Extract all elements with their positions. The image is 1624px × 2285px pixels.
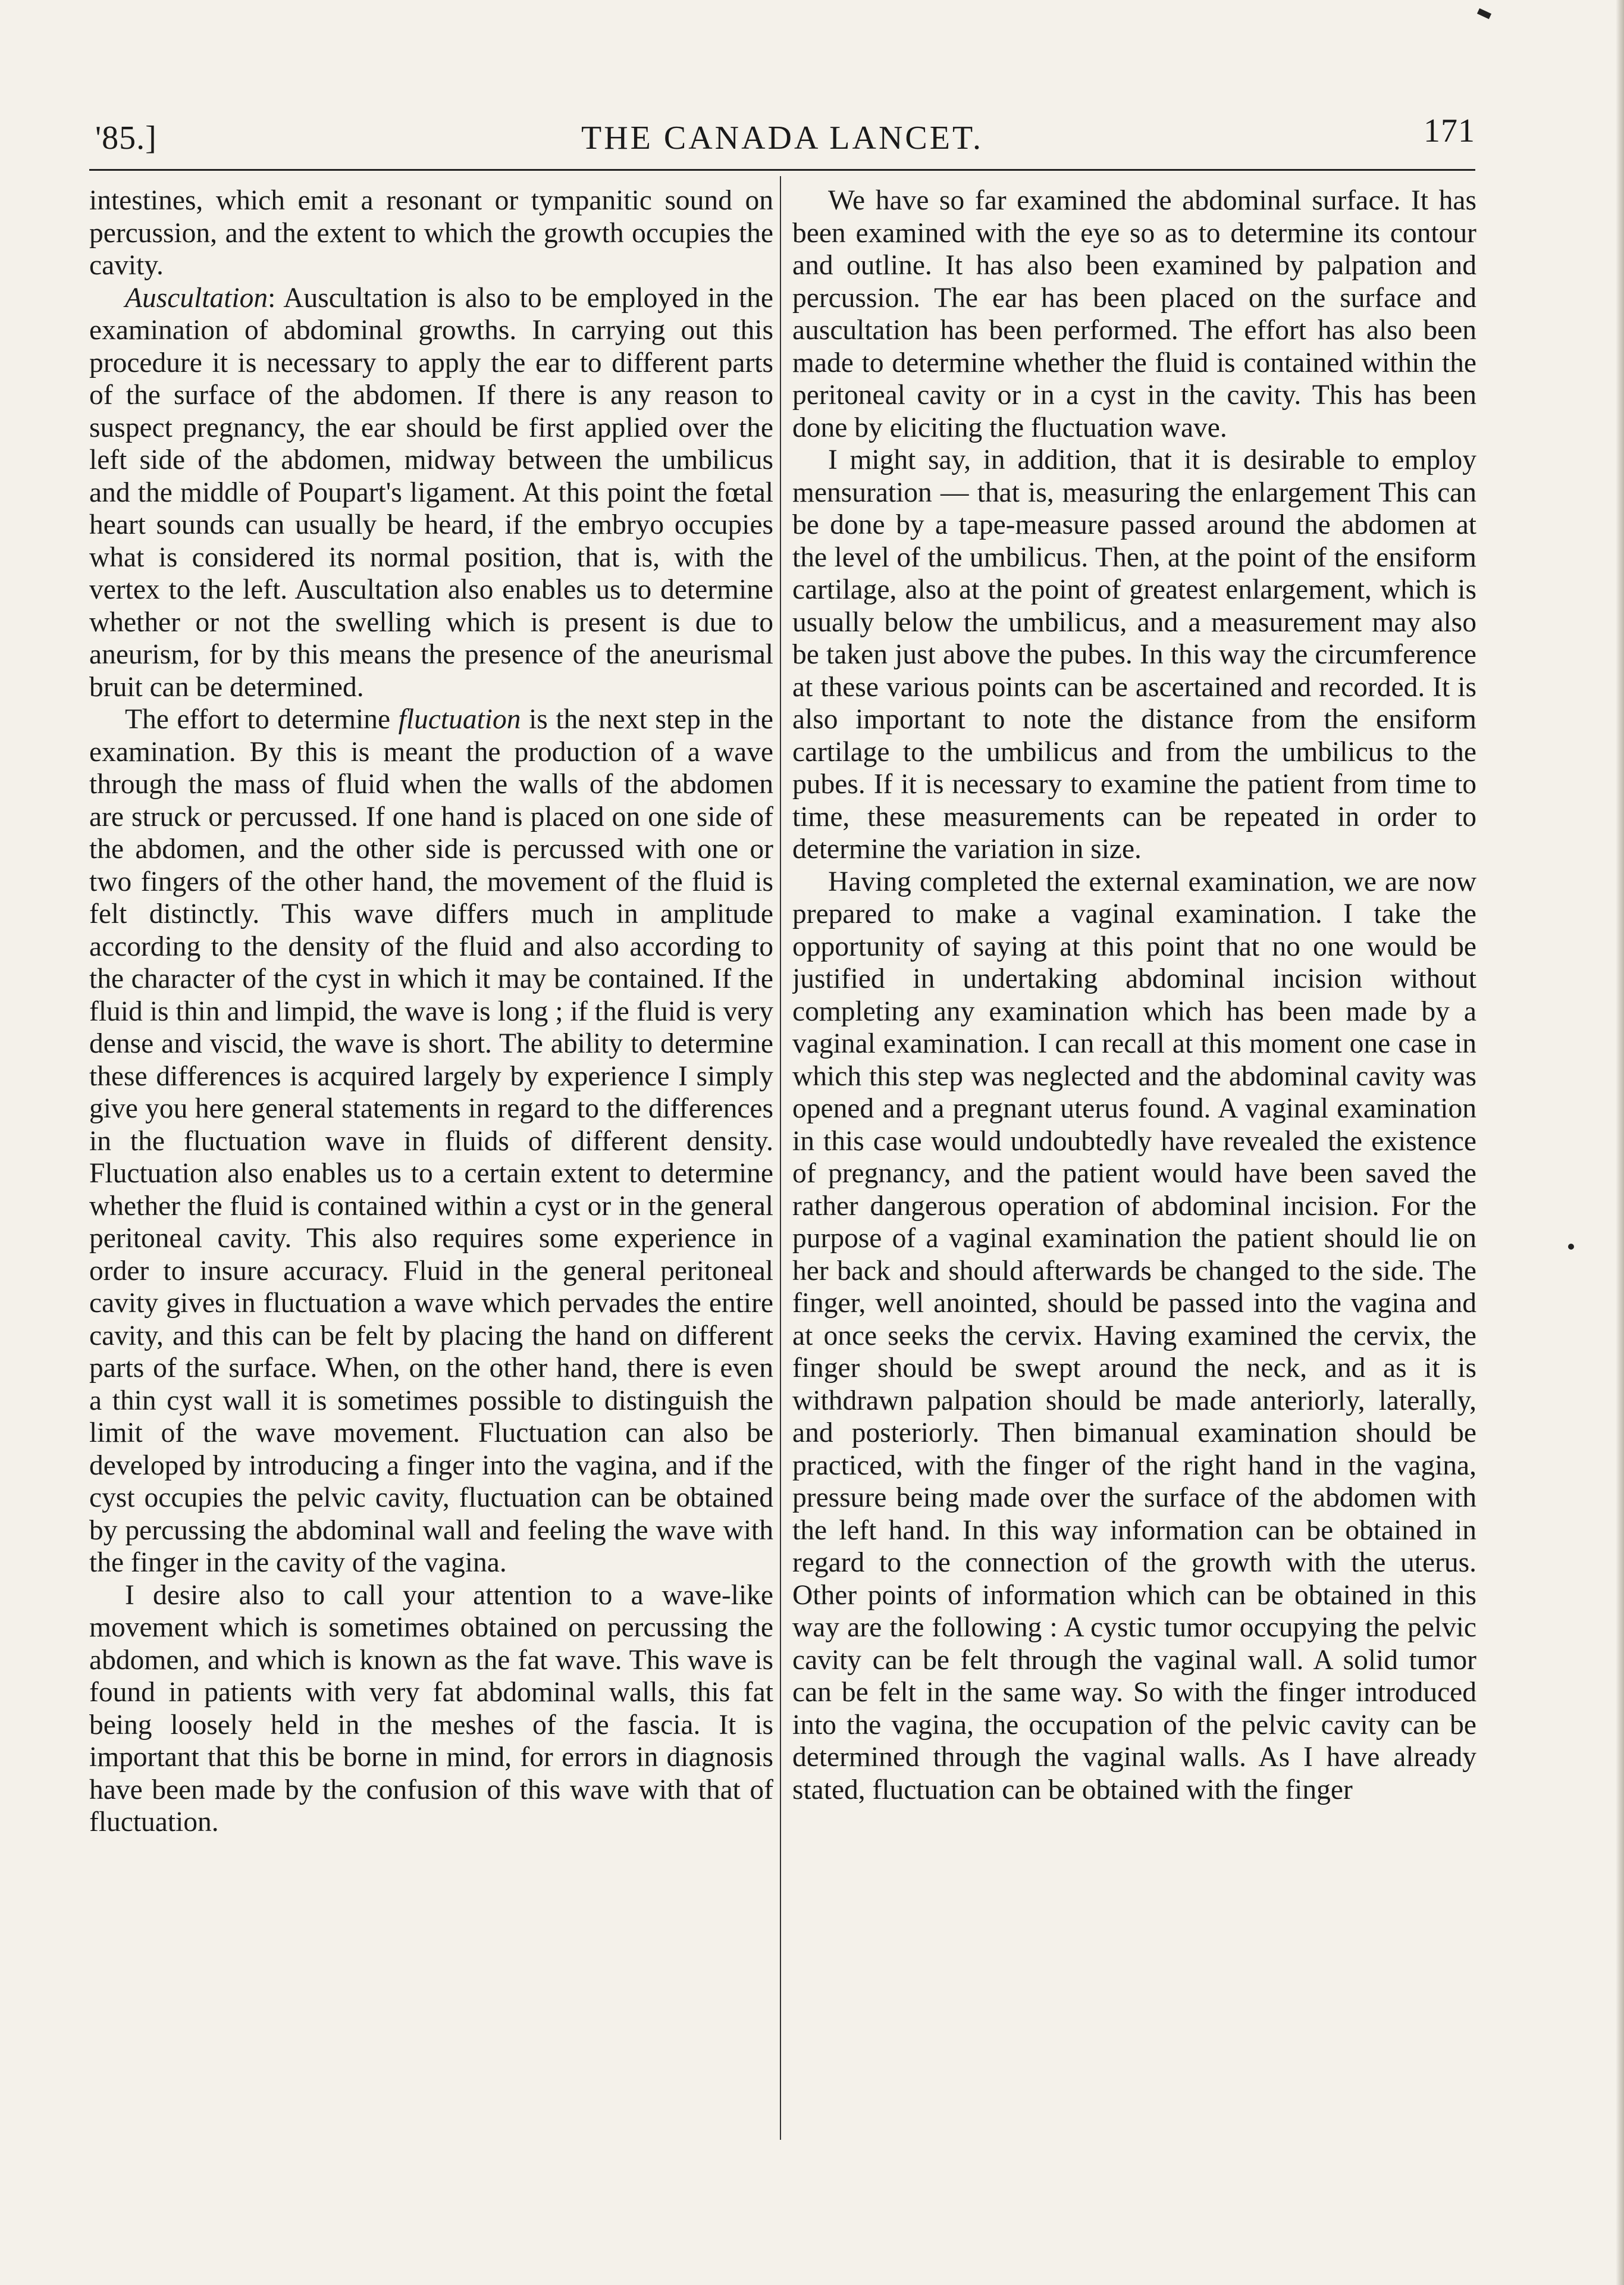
right-column: [792, 184, 1476, 2148]
header-rule: [89, 169, 1475, 171]
paragraph: [89, 703, 773, 1579]
paragraph-text: : Auscultation is also to be employed in the examination of abdominal growths. In carrying out this procedure it is necessary to apply the ear to different parts of the surface of the abdomen. If there is any reason to suspect pregnancy, the ear should be first applied over the left side of the abdomen, midway between the umbilicus and the middle of Poupart's ligament. At this point the fœtal heart sounds can usually be heard, if the embryo occupies what is considered its normal position, that is, with the vertex to the left. Auscultation also enables us to determine whether or not the swelling which is present is due to aneurism, for by this means the presence of the aneurismal bruit can be determined.: [89, 282, 773, 703]
journal-title: THE CANADA LANCET.: [581, 120, 984, 156]
paragraph-text: is the next step in the examination. By this is meant the production of a wave through the mass of fluid when the walls of the abdomen are struck or percussed. If one hand is placed on one side of the abdomen, and the other side is percussed with one or two fingers of the other hand, the movement of the fluid is felt distinctly. This wave differs much in amplitude according to the density of the fluid and also according to the character of the cyst in which it may be contained. If the fluid is thin and limpid, the wave is long ; if the fluid is very dense and viscid, the wave is short. The ability to determine these differences is acquired largely by experience I simply give you here general statements in regard to the differences in the fluctuation wave in fluids of different density. Fluctuation also enables us to a certain extent to determine whether the fluid is contained within a cyst or in the general peritoneal cavity. This also requires some experience in order to insure accuracy. Fluid in the general peritoneal cavity gives in fluctuation a wave which pervades the entire cavity, and this can be felt by placing the hand on different parts of the surface. When, on the other hand, there is even a thin cyst wall it is sometimes possible to distinguish the limit of the wave movement. Fluctuation can also be developed by introducing a finger into the vagina, and if the cyst occupies the pelvic cavity, fluctuation can be obtained by percussing the abdominal wall and feeling the wave with the finger in the cavity of the vagina.: [89, 704, 773, 1578]
paragraph: Having completed the external examination, we are now prepared to make a vaginal examination. I take the opportunity of saying at this point that no one would be justified in undertaking abdominal incision without completing any examination which has been made by a vaginal examination. I can recall at this moment one case in which this step was neglected and the abdominal cavity was opened and a pregnant uterus found. A vaginal examination in this case would undoubtedly have revealed the existence of pregnancy, and the patient would have been saved the rather dangerous operation of abdominal incision. For the purpose of a vaginal examination the patient should lie on her back and should afterwards be changed to the side. The finger, well anointed, should be passed into the vagina and at once seeks the cervix. Having examined the cervix, the finger should be swept around the neck, and as it is withdrawn palpation should be made anteriorly, laterally, and posteriorly. Then bimanual examination should be practiced, with the finger of the right hand in the vagina, pressure being made over the surface of the abdomen with the left hand. In this way information can be obtained in regard to the connection of the growth with the uterus. Other points of information which can be obtained in this way are the following : A cystic tumor occupying the pelvic cavity can be felt through the vaginal wall. A solid tumor can be felt in the same way. So with the finger introduced into the vagina, the occupation of the pelvic cavity can be determined through the vaginal walls. As I have already stated, fluctuation can be obtained with the finger: [792, 866, 1476, 1805]
running-header: [89, 112, 1475, 165]
column-divider: [780, 176, 781, 2140]
paragraph: [89, 282, 773, 704]
paragraph: We have so far examined the abdominal surface. It has been examined with the eye so as to determine its contour and outline. It has also been examined by palpation and percussion. The ear has been placed on the surface and auscultation has been performed. The effort has also been made to determine whether the fluid is contained within the peritoneal cavity or in a cyst in the cavity. This has been done by eliciting the fluctuation wave.: [792, 185, 1476, 443]
ink-dot: [1568, 1244, 1574, 1250]
emphasis: fluctuation: [398, 704, 521, 735]
paragraph: I might say, in addition, that it is desirable to employ mensuration — that is, measuring the enlargement This can be done by a tape-measure passed around the abdomen at the level of the umbilicus. Then, at the point of the ensiform cartilage, also at the point of greatest enlargement, which is usually below the umbilicus, and a measurement may also be taken just above the pubes. In this way the circumference at these various points can be ascertained and recorded. It is also important to note the distance from the ensiform cartilage to the umbilicus and from the umbilicus to the pubes. If it is necessary to examine the patient from time to time, these measurements can be repeated in order to determine the variation in size.: [792, 445, 1476, 865]
header-year: '85.]: [95, 120, 157, 156]
scan-edge: [1616, 0, 1624, 2285]
section-lead: Auscultation: [125, 282, 268, 314]
paragraph-text: The effort to determine: [125, 704, 399, 735]
page-number: 171: [1424, 112, 1475, 149]
left-column: [89, 184, 773, 2148]
ink-mark: [1477, 8, 1491, 19]
paragraph: intestines, which emit a resonant or tympanitic sound on percussion, and the extent to which the growth occupies the cavity.: [89, 185, 773, 281]
paragraph: I desire also to call your attention to a wave-like movement which is sometimes obtained on percussing the abdomen, and which is known as the fat wave. This wave is found in patients with very fat abdominal walls, this fat being loosely held in the meshes of the fascia. It is important that this be borne in mind, for errors in diagnosis have been made by the confusion of this wave with that of fluctuation.: [89, 1579, 773, 1838]
